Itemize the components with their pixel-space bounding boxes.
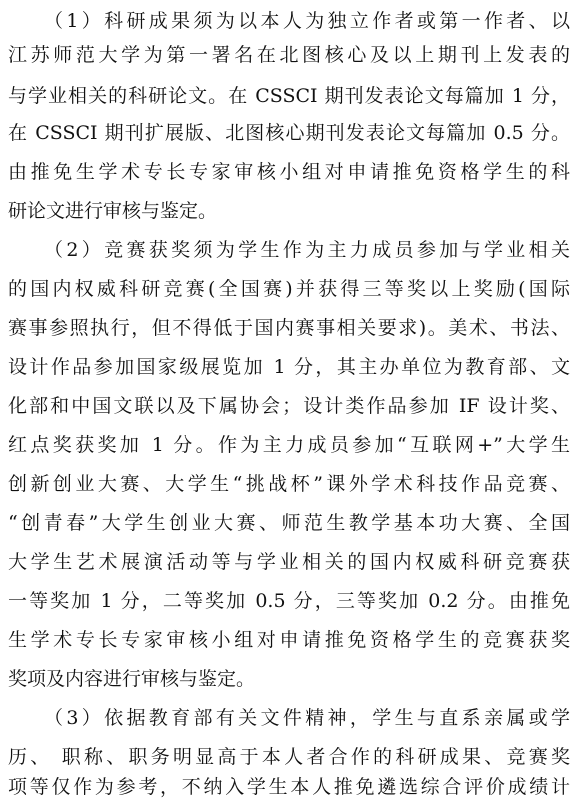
text-line: 与学业相关的科研论文。在 CSSCI 期刊发表论文每篇加 1 分， (8, 85, 570, 107)
text-line: 江苏师范大学为第一署名在北图核心及以上期刊上发表的 (8, 44, 570, 66)
text-line: 奖项及内容进行审核与鉴定。 (8, 668, 256, 690)
text-line: 一等奖加 1 分，二等奖加 0.5 分，三等奖加 0.2 分。由推免 (8, 590, 570, 612)
text-line: （2）竞赛获奖须为学生作为主力成员参加与学业相关 (44, 239, 570, 261)
text-line: 赛事参照执行，但不得低于国内赛事相关要求)。美术、书法、 (8, 317, 570, 339)
text-line: 在 CSSCI 期刊扩展版、北图核心期刊发表论文每篇加 0.5 分。 (8, 122, 570, 144)
text-line: “创青春”大学生创业大赛、师范生教学基本功大赛、全国 (8, 512, 570, 534)
text-line: 由推免生学术专长专家审核小组对申请推免资格学生的科 (8, 161, 570, 183)
text-line: 生学术专长专家审核小组对申请推免资格学生的竞赛获奖 (8, 629, 570, 651)
text-line: 红点奖获奖加 1 分。作为主力成员参加“互联网+”大学生 (8, 434, 570, 456)
text-line: 大学生艺术展演活动等与学业相关的国内权威科研竞赛获 (8, 551, 570, 573)
text-line: 的国内权威科研竞赛(全国赛)并获得三等奖以上奖励(国际 (8, 278, 570, 300)
text-line: （1）科研成果须为以本人为独立作者或第一作者、以 (44, 10, 570, 32)
text-line: 化部和中国文联以及下属协会；设计类作品参加 IF 设计奖、 (8, 395, 570, 417)
text-line: 历、 职称、职务明显高于本人者合作的科研成果、竞赛奖 (8, 746, 570, 768)
text-line: （3）依据教育部有关文件精神，学生与直系亲属或学 (44, 707, 570, 729)
text-line: 项等仅作为参考，不纳入学生本人推免遴选综合评价成绩计 (8, 776, 570, 798)
text-line: 研论文进行审核与鉴定。 (8, 200, 218, 222)
text-line: 设计作品参加国家级展览加 1 分，其主办单位为教育部、文 (8, 356, 570, 378)
text-line: 创新创业大赛、大学生“挑战杯”课外学术科技作品竞赛、 (8, 473, 570, 495)
